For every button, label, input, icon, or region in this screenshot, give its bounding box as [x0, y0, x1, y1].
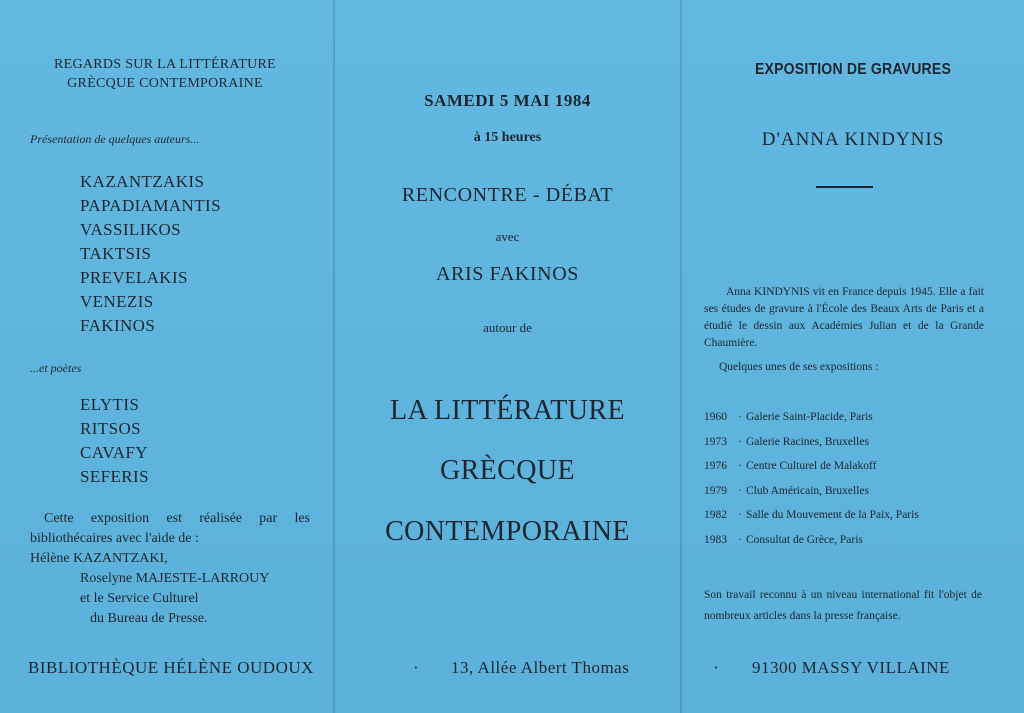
credit-line-5: du Bureau de Presse.	[90, 611, 208, 626]
artist-bio: Anna KINDYNIS vit en France depuis 1945. Elle a fait ses études de gravure à l'École des Beaux Arts de Paris et a étudié le dessin aux Académies Julian et de la Grande Chaumière.	[704, 286, 984, 349]
poet-list	[80, 393, 149, 489]
exposition-item	[704, 479, 919, 504]
author-name: KAZANTZAKIS	[80, 172, 205, 191]
author-list	[80, 170, 221, 338]
exposition-place: Club Américain, Bruxelles	[746, 484, 869, 497]
exposition-item	[704, 528, 919, 553]
event-title-line1: LA LITTÉRATURE	[389, 395, 625, 426]
bullet-separator: ·	[738, 533, 742, 546]
exposition-year: 1973	[704, 435, 727, 448]
bullet-separator: ·	[738, 435, 742, 448]
author-name: PREVELAKIS	[80, 268, 188, 287]
credit-line-4: et le Service Culturel	[80, 591, 199, 606]
poet-name: SEFERIS	[80, 467, 149, 486]
author-name: TAKTSIS	[80, 244, 152, 263]
exposition-place: Consultat de Grèce, Paris	[746, 533, 863, 546]
credit-line-2: Hélène KAZANTZAKI,	[30, 551, 168, 566]
event-date: SAMEDI 5 MAI 1984	[424, 91, 591, 110]
left-heading	[20, 55, 310, 93]
author-name: VENEZIS	[80, 292, 154, 311]
expositions-label: Quelques unes de ses expositions :	[719, 361, 879, 373]
footer-separator: ·	[713, 658, 720, 677]
closing-note: Son travail reconnu à un niveau international fit l'objet de nombreux articles dans la presse française.	[704, 589, 982, 622]
divider-rule	[816, 186, 873, 188]
bullet-separator: ·	[738, 509, 742, 522]
postal-city: 91300 MASSY VILLAINE	[752, 658, 950, 677]
author-name: VASSILIKOS	[80, 220, 181, 239]
fold-line-right	[680, 0, 682, 713]
exposition-item	[704, 503, 919, 528]
footer-separator: ·	[413, 658, 420, 677]
event-title-line2: GRÈCQUE	[439, 455, 576, 486]
poet-name: RITSOS	[80, 419, 141, 438]
bullet-separator: ·	[738, 460, 742, 473]
left-heading-line2: GRÈCQUE CONTEMPORAINE	[67, 76, 263, 91]
exposition-year: 1979	[704, 484, 727, 497]
bullet-separator: ·	[738, 411, 742, 423]
exposition-place: Galerie Saint-Placide, Paris	[746, 411, 873, 423]
exposition-year: 1960	[704, 411, 727, 423]
exposition-item	[704, 405, 919, 430]
credit-line-1: Cette exposition est réalisée par les bibliothécaires avec l'aide de :	[30, 511, 310, 546]
author-name: PAPADIAMANTIS	[80, 196, 221, 215]
exposition-item	[704, 430, 919, 455]
artist-name: D'ANNA KINDYNIS	[761, 129, 945, 150]
left-heading-line1: REGARDS SUR LA LITTÉRATURE	[53, 57, 277, 72]
credit-line-3: Roselyne MAJESTE-LARROUY	[80, 571, 270, 586]
exhibition-credit	[30, 509, 310, 629]
exposition-list	[704, 405, 919, 553]
footer-address	[0, 658, 1024, 688]
event-title-line3: CONTEMPORAINE	[385, 516, 630, 547]
library-name: BIBLIOTHÈQUE HÉLÈNE OUDOUX	[28, 658, 314, 677]
exposition-place: Galerie Racines, Bruxelles	[746, 435, 869, 448]
exposition-place: Centre Culturel de Malakoff	[746, 460, 877, 473]
poet-name: CAVAFY	[80, 443, 148, 462]
street-address: 13, Allée Albert Thomas	[451, 658, 630, 677]
event-autour: autour de	[483, 320, 532, 335]
poets-label: ...et poètes	[30, 361, 82, 375]
event-time: à 15 heures	[473, 130, 542, 145]
event-avec: avec	[495, 229, 520, 244]
exposition-place: Salle du Mouvement de la Paix, Paris	[746, 509, 919, 522]
bullet-separator: ·	[738, 484, 742, 497]
exposition-year: 1976	[704, 460, 727, 473]
poet-name: ELYTIS	[80, 395, 140, 414]
exposition-item	[704, 454, 919, 479]
exposition-year: 1982	[704, 509, 727, 522]
author-name: FAKINOS	[80, 316, 156, 335]
authors-intro: Présentation de quelques auteurs...	[30, 132, 200, 146]
exposition-year: 1983	[704, 533, 727, 546]
event-guest: ARIS FAKINOS	[436, 263, 579, 285]
exhibition-heading: EXPOSITION DE GRAVURES	[754, 61, 952, 78]
event-type: RENCONTRE - DÉBAT	[401, 184, 614, 206]
